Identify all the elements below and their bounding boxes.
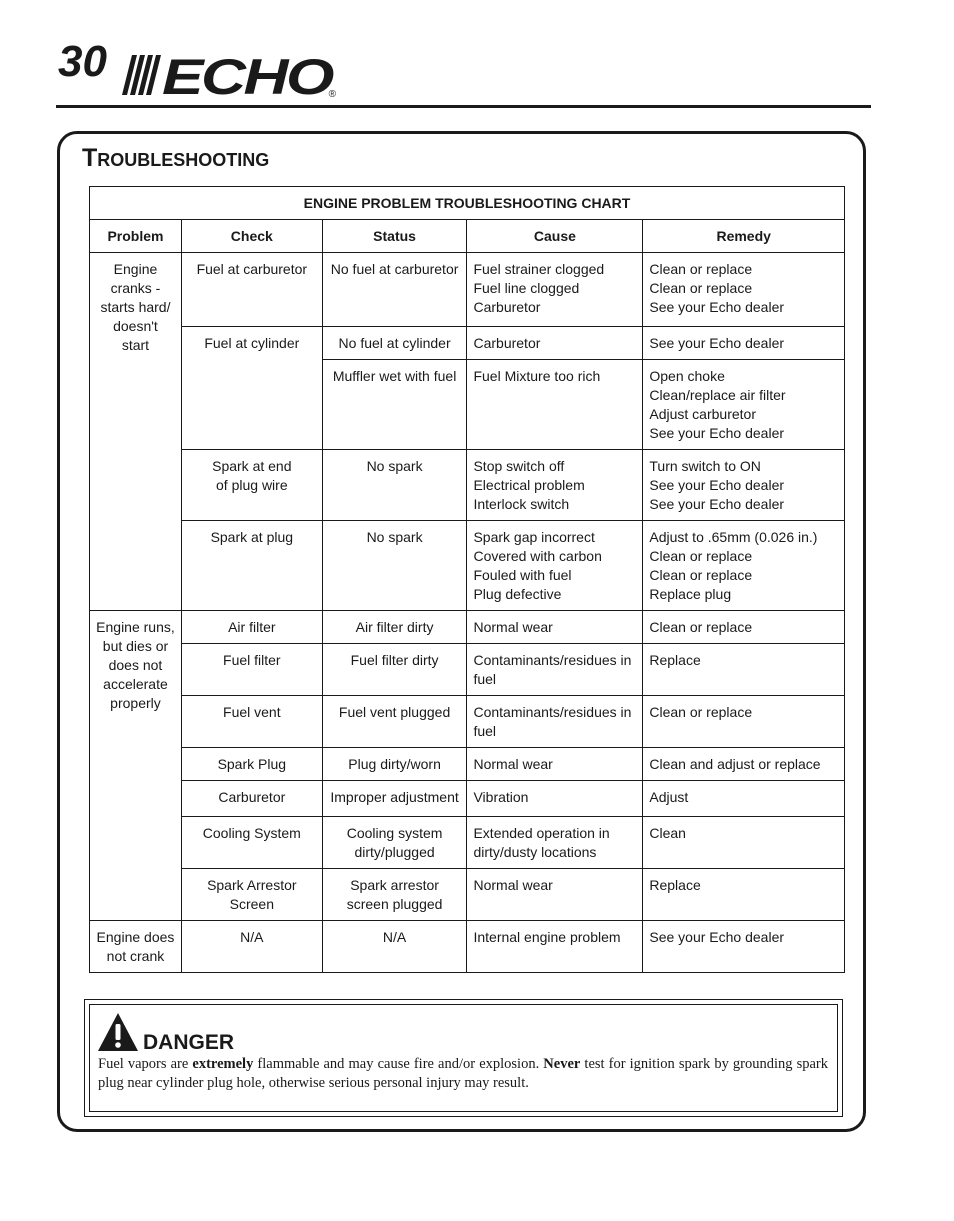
- cell-cause: Normal wear: [467, 611, 643, 644]
- section-title: [82, 144, 269, 173]
- table-row: [90, 921, 845, 973]
- table-row: [90, 611, 845, 644]
- table-row: [90, 253, 845, 327]
- cell-remedy: Clean or replace: [643, 696, 845, 748]
- danger-heading: DANGER: [143, 1031, 235, 1054]
- cell-status: No fuel at cylinder: [322, 327, 467, 360]
- cell-check: Fuel filter: [181, 644, 322, 696]
- cell-problem: Engine does not crank: [90, 921, 182, 973]
- cell-cause: Spark gap incorrect Covered with carbon Fouled with fuel Plug defective: [467, 521, 643, 611]
- column-header-problem: Problem: [90, 220, 182, 253]
- cell-status: Air filter dirty: [322, 611, 467, 644]
- registered-mark: ®: [328, 89, 336, 100]
- cell-remedy: Replace: [643, 644, 845, 696]
- echo-logo-text: ECHO: [162, 50, 335, 100]
- cell-status: Fuel vent plugged: [322, 696, 467, 748]
- cell-status: No fuel at carburetor: [322, 253, 467, 327]
- cell-remedy: Replace: [643, 869, 845, 921]
- table-row: [90, 644, 845, 696]
- column-header-status: Status: [322, 220, 467, 253]
- cell-cause: Stop switch off Electrical problem Interlock switch: [467, 450, 643, 521]
- cell-status: Plug dirty/worn: [322, 748, 467, 781]
- cell-cause: Fuel Mixture too rich: [467, 360, 643, 450]
- table-row: [90, 327, 845, 360]
- cell-check: Spark Plug: [181, 748, 322, 781]
- cell-check: Fuel vent: [181, 696, 322, 748]
- cell-remedy: Adjust to .65mm (0.026 in.) Clean or replace Clean or replace Replace plug: [643, 521, 845, 611]
- cell-cause: Vibration: [467, 781, 643, 817]
- cell-check: Air filter: [181, 611, 322, 644]
- cell-status: N/A: [322, 921, 467, 973]
- column-header-check: Check: [181, 220, 322, 253]
- column-header-remedy: Remedy: [643, 220, 845, 253]
- danger-text-part: test for ignition spark by grounding spark plug near cylinder plug hole, otherwise serious personal injury may result.: [98, 1056, 829, 1091]
- cell-cause: Extended operation in dirty/dusty locations: [467, 817, 643, 869]
- cell-remedy: Turn switch to ON See your Echo dealer See your Echo dealer: [643, 450, 845, 521]
- page-number: 30: [58, 37, 107, 86]
- cell-cause: Internal engine problem: [467, 921, 643, 973]
- echo-logo: [118, 50, 338, 100]
- cell-status: No spark: [322, 521, 467, 611]
- cell-remedy: See your Echo dealer: [643, 327, 845, 360]
- table-row: [90, 817, 845, 869]
- cell-remedy: Adjust: [643, 781, 845, 817]
- cell-status: Fuel filter dirty: [322, 644, 467, 696]
- danger-text: [98, 1055, 828, 1093]
- cell-check: Spark at plug: [181, 521, 322, 611]
- danger-text-part: flammable and may cause fire and/or explosion.: [253, 1056, 544, 1072]
- cell-status: Muffler wet with fuel: [322, 360, 467, 450]
- table-row: [90, 450, 845, 521]
- troubleshooting-table: [89, 186, 845, 973]
- section-title-rest: ROUBLESHOOTING: [97, 150, 270, 170]
- cell-problem: Engine runs, but dies or does not accelerate properly: [90, 611, 182, 921]
- cell-cause: Normal wear: [467, 748, 643, 781]
- cell-check: Cooling System: [181, 817, 322, 869]
- cell-cause: Contaminants/residues in fuel: [467, 696, 643, 748]
- cell-status: No spark: [322, 450, 467, 521]
- cell-cause: Contaminants/residues in fuel: [467, 644, 643, 696]
- column-header-cause: Cause: [467, 220, 643, 253]
- cell-cause: Fuel strainer clogged Fuel line clogged Carburetor: [467, 253, 643, 327]
- table-row: [90, 521, 845, 611]
- echo-logo-graphic: [118, 50, 338, 100]
- cell-status: Cooling system dirty/plugged: [322, 817, 467, 869]
- section-title-initial: T: [82, 144, 98, 172]
- danger-emphasis-never: Never: [543, 1056, 581, 1072]
- cell-problem: Engine cranks - starts hard/ doesn't start: [90, 253, 182, 611]
- cell-status: Spark arrestor screen plugged: [322, 869, 467, 921]
- cell-status: Improper adjustment: [322, 781, 467, 817]
- cell-remedy: Clean or replace: [643, 611, 845, 644]
- cell-remedy: Clean or replace Clean or replace See your Echo dealer: [643, 253, 845, 327]
- cell-check: Fuel at cylinder: [181, 327, 322, 450]
- cell-check: Spark at end of plug wire: [181, 450, 322, 521]
- table-row: [90, 696, 845, 748]
- cell-check: Carburetor: [181, 781, 322, 817]
- table-row: [90, 781, 845, 817]
- cell-remedy: Clean and adjust or replace: [643, 748, 845, 781]
- danger-emphasis-extremely: extremely: [192, 1056, 254, 1072]
- cell-check: Fuel at carburetor: [181, 253, 322, 327]
- table-row: [90, 869, 845, 921]
- cell-remedy: Clean: [643, 817, 845, 869]
- cell-remedy: See your Echo dealer: [643, 921, 845, 973]
- cell-remedy: Open choke Clean/replace air filter Adjust carburetor See your Echo dealer: [643, 360, 845, 450]
- header-rule: [56, 105, 871, 108]
- table-caption: ENGINE PROBLEM TROUBLESHOOTING CHART: [90, 187, 845, 220]
- warning-triangle-icon: [97, 1012, 139, 1052]
- cell-cause: Normal wear: [467, 869, 643, 921]
- cell-check: Spark Arrestor Screen: [181, 869, 322, 921]
- table-row: [90, 748, 845, 781]
- cell-check: N/A: [181, 921, 322, 973]
- cell-cause: Carburetor: [467, 327, 643, 360]
- danger-text-part: Fuel vapors are: [98, 1056, 193, 1072]
